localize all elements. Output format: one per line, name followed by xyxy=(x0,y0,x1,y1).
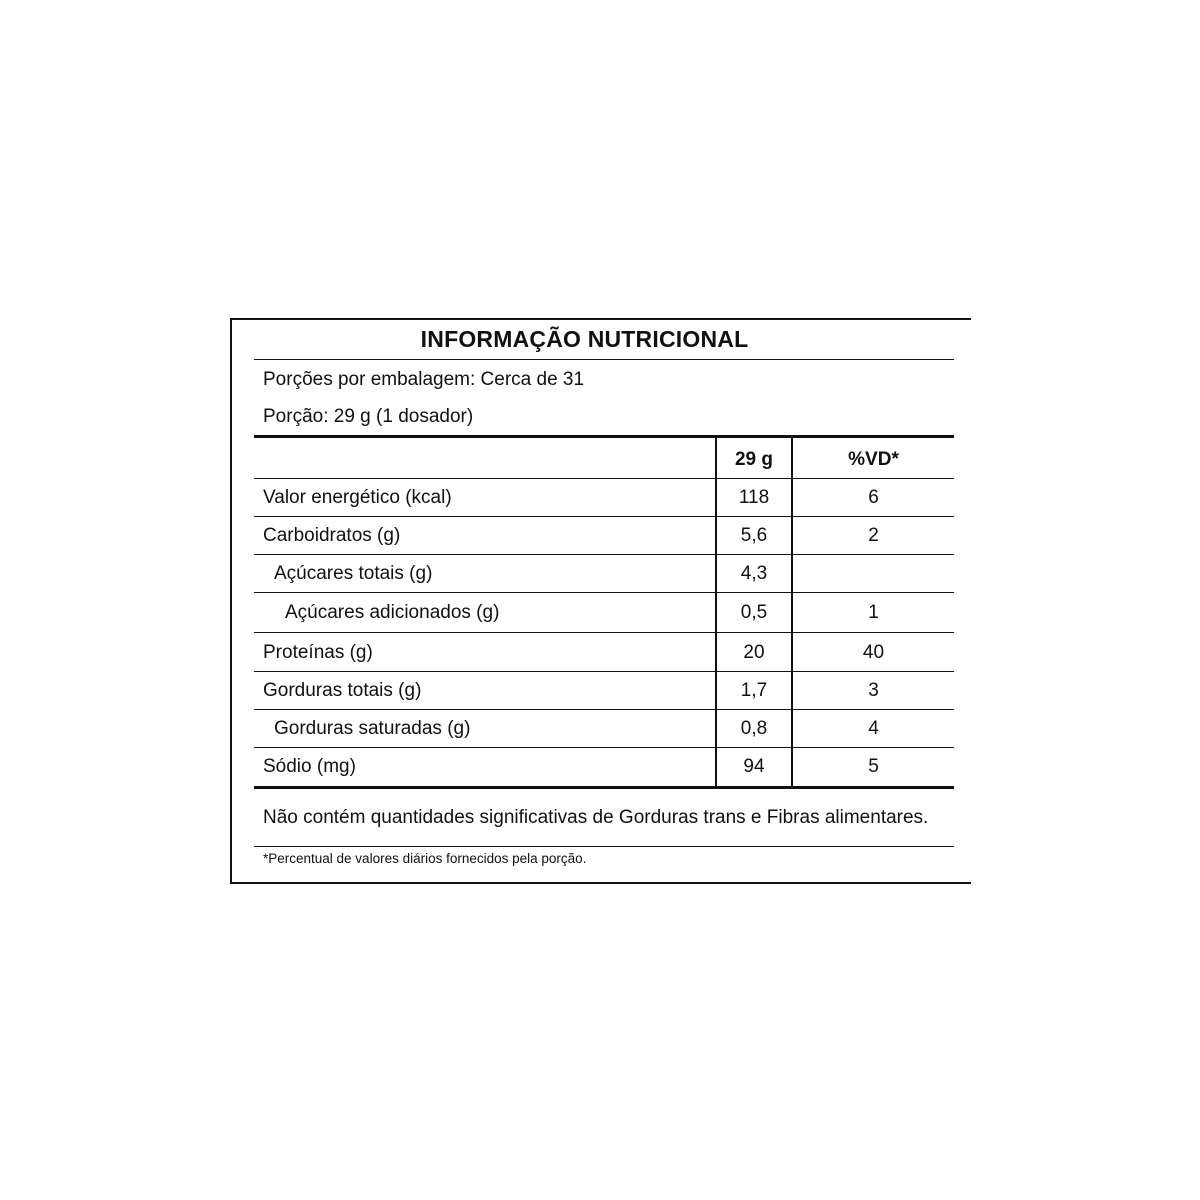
nutrient-amount: 5,6 xyxy=(740,525,768,546)
nutrient-name: Gorduras totais (g) xyxy=(263,680,422,701)
row-divider xyxy=(254,709,954,710)
row-divider xyxy=(254,592,954,593)
dv-column-header: %VD* xyxy=(848,449,899,470)
nutrient-dv: 40 xyxy=(862,642,885,663)
nutrient-dv: 6 xyxy=(868,487,879,508)
nutrient-amount: 118 xyxy=(738,487,770,508)
amount-column-header: 29 g xyxy=(734,449,774,470)
nutrient-name: Valor energético (kcal) xyxy=(263,487,452,508)
nutrient-name: Açúcares adicionados (g) xyxy=(285,602,500,623)
header-bottom-rule xyxy=(254,478,954,479)
row-divider xyxy=(254,747,954,748)
footnote-divider xyxy=(254,846,954,847)
nutrient-name: Proteínas (g) xyxy=(263,642,373,663)
label-title: INFORMAÇÃO NUTRICIONAL xyxy=(420,326,749,352)
nutrient-dv: 1 xyxy=(868,602,879,623)
nutrient-name: Sódio (mg) xyxy=(263,756,356,777)
nutrient-name: Gorduras saturadas (g) xyxy=(274,718,471,739)
trans-fat-fiber-note: Não contém quantidades significativas de Gorduras trans e Fibras alimentares. xyxy=(263,807,929,828)
nutrient-name: Açúcares totais (g) xyxy=(274,563,433,584)
table-top-rule xyxy=(254,435,954,438)
table-bottom-rule xyxy=(254,786,954,789)
row-divider xyxy=(254,671,954,672)
servings-per-package: Porções por embalagem: Cerca de 31 xyxy=(263,369,585,390)
title-divider xyxy=(254,359,954,360)
nutrient-dv: 5 xyxy=(868,756,879,777)
row-divider xyxy=(254,516,954,517)
nutrient-amount: 1,7 xyxy=(740,680,768,701)
nutrient-name: Carboidratos (g) xyxy=(263,525,401,546)
nutrient-amount: 94 xyxy=(743,756,765,777)
row-divider xyxy=(254,554,954,555)
nutrient-dv: 3 xyxy=(868,680,879,701)
nutrition-facts-panel xyxy=(230,318,971,884)
nutrient-amount: 4,3 xyxy=(740,563,768,584)
row-divider xyxy=(254,632,954,633)
serving-size: Porção: 29 g (1 dosador) xyxy=(263,406,474,427)
nutrient-dv: 2 xyxy=(868,525,879,546)
nutrient-dv: 4 xyxy=(868,718,879,739)
nutrient-amount: 20 xyxy=(743,642,765,663)
daily-value-footnote: *Percentual de valores diários fornecidos pela porção. xyxy=(263,851,587,866)
nutrient-amount: 0,8 xyxy=(740,718,768,739)
nutrient-amount: 0,5 xyxy=(740,602,768,623)
